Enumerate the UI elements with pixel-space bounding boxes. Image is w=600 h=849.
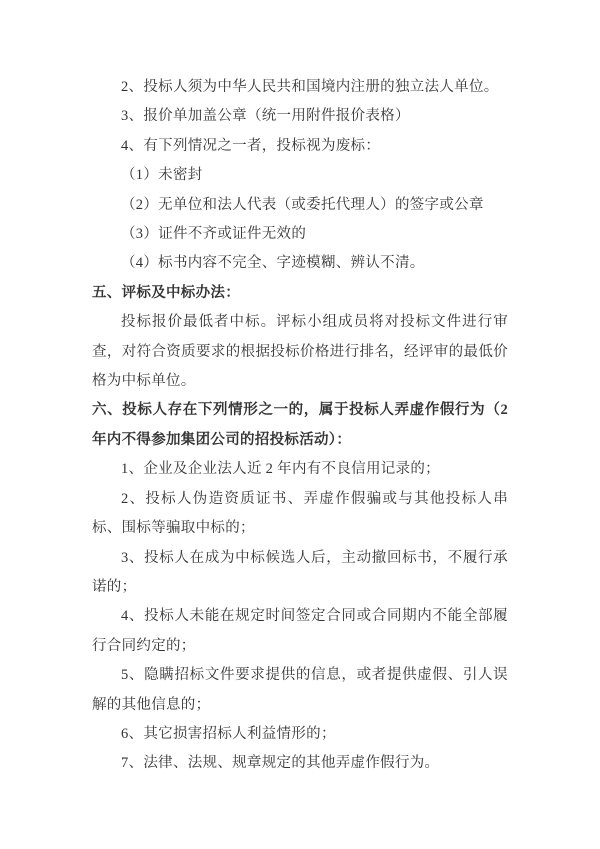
section-5-heading: 五、评标及中标办法：	[92, 284, 240, 301]
fraud-item-6: 6、其它损害招标人利益情形的；	[121, 725, 336, 742]
invalid-bid-item-4: （4）标书内容不完全、字迹模糊、辨认不清。	[121, 255, 425, 272]
page-content	[92, 73, 508, 779]
clause-bidder-registration: 2、投标人须为中华人民共和国境内注册的独立法人单位。	[121, 79, 499, 95]
invalid-bid-item-2: （2）无单位和法人代表（或委托代理人）的签字或公章	[121, 196, 484, 213]
fraud-item-3: 3、投标人在成为中标候选人后，主动撤回标书，不履行承诺的；	[92, 549, 508, 595]
fraud-item-4: 4、投标人未能在规定时间签定合同或合同期内不能全部履行合同约定的；	[92, 608, 508, 654]
section-5-body: 投标报价最低者中标。评标小组成员将对投标文件进行审查，对符合资质要求的根据投标价格进行排名，经评审的最低价格为中标单位。	[92, 314, 508, 390]
fraud-item-1: 1、企业及企业法人近 2 年内有不良信用记录的；	[121, 461, 440, 478]
invalid-bid-item-3: （3）证件不齐或证件无效的	[121, 226, 307, 243]
fraud-item-5: 5、隐瞒招标文件要求提供的信息，或者提供虚假、引人误解的其他信息的；	[92, 667, 508, 713]
fraud-item-2: 2、投标人伪造资质证书、弄虚作假骗或与其他投标人串标、围标等骗取中标的；	[92, 490, 508, 537]
invalid-bid-item-1: （1）未密封	[121, 167, 203, 184]
fraud-item-7: 7、法律、法规、规章规定的其他弄虚作假行为。	[121, 755, 440, 772]
clause-quotation-seal: 3、报价单加盖公章（统一用附件报价表格）	[121, 108, 410, 125]
section-6-heading: 六、投标人存在下列情形之一的，属于投标人弄虚作假行为（2年内不得参加集团公司的招投标活动）：	[92, 402, 508, 448]
clause-invalid-bid-intro: 4、有下列情况之一者，投标视为废标：	[121, 137, 381, 154]
